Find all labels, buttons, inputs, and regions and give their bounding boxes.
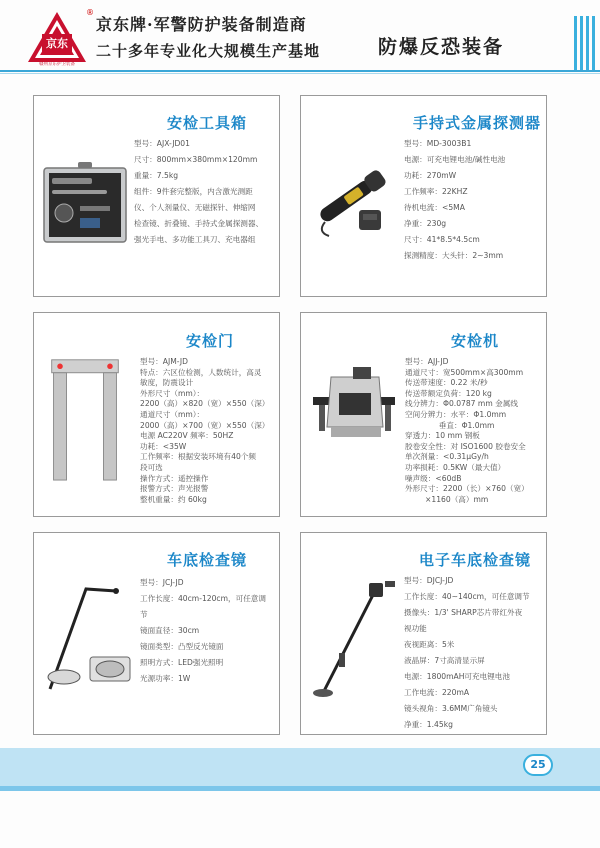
- svg-text:京东: 京东: [46, 37, 68, 50]
- spec-line: ×1160（高）mm: [425, 494, 489, 504]
- inspection-mirror-icon: [38, 577, 138, 697]
- spec-line: 通道尺寸：宽500mm×高300mm: [405, 367, 524, 377]
- spec-line: 2200（高）×820（宽）×550（深）: [140, 399, 270, 409]
- spec-line: 光源功率：1W: [140, 674, 191, 683]
- security-gate-icon: [48, 353, 122, 485]
- spec-line: 型号：AJM-JD: [140, 357, 189, 366]
- spec-line: 工作长度：40~140cm，可任意调节: [404, 592, 530, 601]
- footer-stripe: [0, 786, 600, 791]
- spec-line: 重量：7.5kg: [134, 171, 179, 180]
- spec-line: 操作方式：遥控操作: [140, 473, 209, 483]
- spec-line: 电源：1800mAH可充电锂电池: [404, 672, 510, 681]
- spec-line: 夜视距离：5米: [404, 640, 455, 649]
- spec-line: 穿透力：10 mm 钢板: [405, 431, 480, 441]
- spec-line: 外形尺寸：2200（长）×760（宽）: [405, 484, 529, 494]
- spec-line: 传送带速度：0.22 米/秒: [405, 378, 488, 388]
- spec-line: 垂直：Φ1.0mm: [405, 420, 495, 430]
- product-title: 手持式金属探测器: [413, 114, 542, 132]
- spec-line: 通道尺寸（mm）：: [140, 409, 205, 419]
- spec-line: 整机重量：约 60kg: [140, 494, 207, 504]
- spec-line: 特点：六区位检测，人数统计，高灵: [140, 367, 262, 377]
- product-specs: [404, 573, 547, 733]
- spec-line: 单次剂量：<0.31μGy/h: [405, 452, 489, 462]
- spec-line: 组件：9件套完整版，内含激光测距: [134, 187, 253, 196]
- product-title: 安检门: [186, 332, 235, 350]
- spec-line: 工作频率：根据安装环境有40个频: [140, 452, 256, 462]
- spec-line: 报警方式：声光报警: [140, 484, 209, 494]
- product-specs: [405, 357, 547, 505]
- product-card-metal-detector: [300, 95, 547, 297]
- spec-line: 工作长度：40cm-120cm，可任意调: [140, 594, 266, 603]
- brand-logo-icon: [26, 10, 88, 66]
- toolbox-icon: [40, 158, 130, 248]
- spec-line: 照明方式：LED强光照明: [140, 658, 224, 667]
- category-title: 防爆反恐装备: [378, 36, 505, 58]
- spec-line: 镜头视角：3.6MM广角镜头: [404, 704, 498, 713]
- spec-line: 待机电流：<5MA: [404, 203, 465, 212]
- spec-line: 功率损耗：0.5KW（最大值）: [405, 462, 506, 472]
- spec-line: 节: [140, 610, 148, 619]
- spec-line: 敏度，防震设计: [140, 378, 194, 388]
- svg-text:赣州京东护卫装备: 赣州京东护卫装备: [39, 62, 75, 66]
- product-card-toolbox: [33, 95, 280, 297]
- spec-line: 镜面类型：凸型反光镜面: [140, 642, 224, 651]
- product-title: 安检机: [451, 332, 500, 350]
- spec-line: 尺寸：41*8.5*4.5cm: [404, 235, 480, 244]
- product-specs: [404, 136, 547, 264]
- spec-line: 净重：230g: [404, 219, 447, 228]
- spec-line: 视功能: [404, 624, 427, 633]
- spec-line: 功耗：270mW: [404, 171, 457, 180]
- spec-line: 型号：MD-3003B1: [404, 139, 472, 148]
- spec-line: 净重：1.45kg: [404, 720, 453, 729]
- spec-line: 检查镜、折叠镜、手持式金属探测器、: [134, 219, 264, 228]
- page-header: [0, 0, 600, 72]
- metal-detector-icon: [307, 152, 397, 242]
- spec-line: 工作频率：22KHZ: [404, 187, 468, 196]
- spec-line: 尺寸：800mm×380mm×120mm: [134, 155, 258, 164]
- spec-line: 2000（高）×700（宽）×550（深）: [140, 420, 270, 430]
- spec-line: 型号：AJJ-JD: [405, 357, 449, 366]
- spec-line: 线分辨力：Φ0.0787 mm 金属线: [405, 399, 518, 409]
- brand-tagline-primary: 京东牌·军警防护装备制造商: [96, 15, 307, 34]
- spec-line: 液晶屏：7寸高清显示屏: [404, 656, 485, 665]
- page-number: 25: [523, 754, 553, 776]
- electronic-mirror-icon: [305, 573, 405, 703]
- spec-line: 摄像头：1/3' SHARP芯片带红外夜: [404, 608, 523, 617]
- spec-line: 外形尺寸（mm）：: [140, 388, 205, 398]
- spec-line: 胶卷安全性：对 ISO1600 胶卷安全: [405, 441, 526, 451]
- product-title: 电子车底检查镜: [419, 551, 532, 569]
- spec-line: 工作电流：220mA: [404, 688, 470, 697]
- product-card-security-gate: [33, 312, 280, 517]
- spec-line: 型号：DJCJ-JD: [404, 576, 454, 585]
- product-card-xray-machine: [300, 312, 547, 517]
- spec-line: 噪声级：<60dB: [405, 473, 462, 483]
- product-title: 安检工具箱: [167, 114, 248, 132]
- spec-line: 强光手电、多功能工具刀、充电器组: [134, 235, 256, 244]
- product-card-electronic-mirror: [300, 532, 547, 735]
- spec-line: 段可选: [140, 462, 163, 472]
- spec-line: 电源 AC220V 频率：50HZ: [140, 431, 234, 441]
- footer-band: [0, 748, 600, 786]
- product-title: 车底检查镜: [167, 551, 248, 569]
- spec-line: 空间分辨力：水平：Φ1.0mm: [405, 409, 507, 419]
- spec-line: 传送带额定负荷：120 kg: [405, 388, 492, 398]
- spec-line: 型号：JCJ-JD: [140, 578, 184, 587]
- product-specs: [140, 575, 280, 687]
- spec-line: 型号：AJX-JD01: [134, 139, 190, 148]
- header-divider: [0, 70, 600, 72]
- product-specs: [134, 136, 280, 248]
- spec-line: 功耗：<35W: [140, 441, 187, 451]
- brand-tagline-secondary: 二十多年专业化大规模生产基地: [96, 42, 321, 60]
- spec-line: 仪、个人剂量仪、无磁探针、伸缩网: [134, 203, 256, 212]
- spec-line: 镜面直径：30cm: [140, 626, 200, 635]
- header-stripes-decoration: [574, 16, 596, 70]
- xray-machine-icon: [309, 363, 399, 453]
- product-specs: [140, 357, 280, 505]
- spec-line: 探测精度：大头针：2~3mm: [404, 251, 504, 260]
- spec-line: 电源：可充电锂电池/碱性电池: [404, 155, 506, 164]
- registered-mark: ®: [86, 8, 94, 17]
- product-card-inspection-mirror: [33, 532, 280, 735]
- header-divider-thin: [0, 73, 600, 74]
